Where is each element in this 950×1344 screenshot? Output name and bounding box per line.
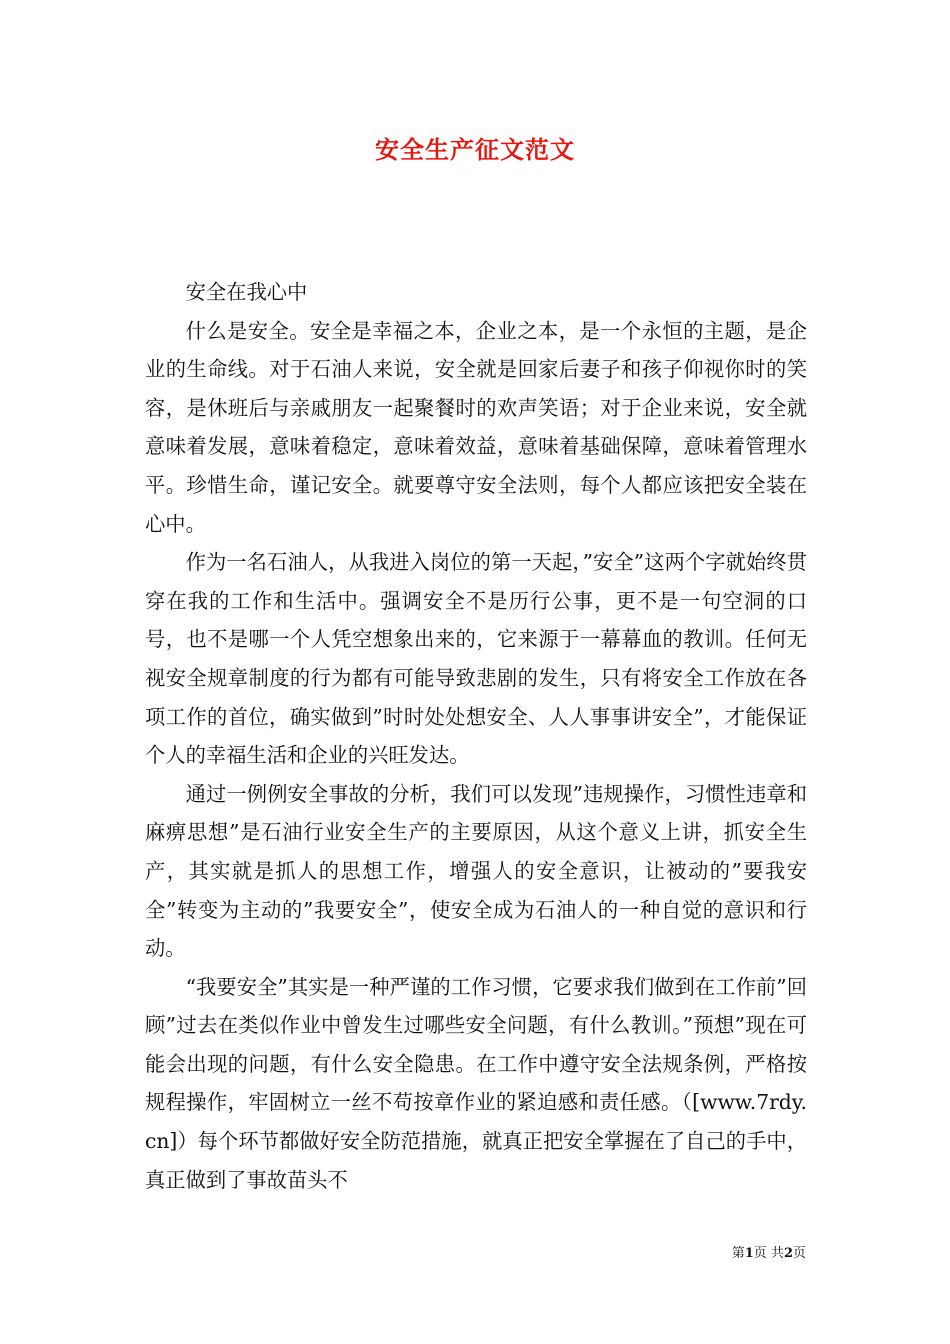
document-title: 安全生产征文范文 [375, 135, 575, 164]
paragraph: 通过一例例安全事故的分析，我们可以发现”违规操作，习惯性违章和麻痹思想”是石油行业安全生产的主要原因，从这个意义上讲，抓安全生产，其实就是抓人的思想工作，增强人的安全意识，让被动的”要我安全”转变为主动的”我要安全”，使安全成为石油人的一种自觉的意识和行动。 [145, 781, 807, 961]
document-body [145, 273, 807, 1199]
page-number-footer [732, 1244, 806, 1264]
paragraph: 作为一名石油人，从我进入岗位的第一天起，”安全”这两个字就始终贯穿在我的工作和生活中。强调安全不是历行公事，更不是一句空洞的口号，也不是哪一个人凭空想象出来的，它来源于一幕幕血的教训。任何无视安全规章制度的行为都有可能导致悲剧的发生，只有将安全工作放在各项工作的首位，确实做到”时时处处想安全、人人事事讲安全”，才能保证个人的幸福生活和企业的兴旺发达。 [145, 550, 807, 768]
footer-prefix: 第 [731, 1246, 745, 1261]
paragraph-heading: 安全在我心中 [185, 280, 308, 304]
paragraph: 什么是安全。安全是幸福之本，企业之本，是一个永恒的主题，是企业的生命线。对于石油人来说，安全就是回家后妻子和孩子仰视你时的笑容，是休班后与亲戚朋友一起聚餐时的欢声笑语；对于企业来说，安全就意味着发展，意味着稳定，意味着效益，意味着基础保障，意味着管理水平。珍惜生命，谨记安全。就要尊守安全法则，每个人都应该把安全装在心中。 [145, 318, 807, 536]
footer-middle: 页 共 [753, 1246, 784, 1261]
total-pages-number: 2 [783, 1246, 793, 1261]
paragraph: “我要安全”其实是一种严谨的工作习惯，它要求我们做到在工作前”回顾”过去在类似作业中曾发生过哪些安全问题，有什么教训。”预想”现在可能会出现的问题，有什么安全隐患。在工作中遵守安全法规条例，严格按规程操作，牢固树立一丝不苟按章作业的紧迫感和责任感。（[www.7rdy.cn]）每个环节都做好安全防范措施，就真正把安全掌握在了自己的手中，真正做到了事故苗头不 [145, 974, 807, 1192]
current-page-number: 1 [744, 1246, 754, 1261]
footer-suffix: 页 [792, 1246, 806, 1261]
